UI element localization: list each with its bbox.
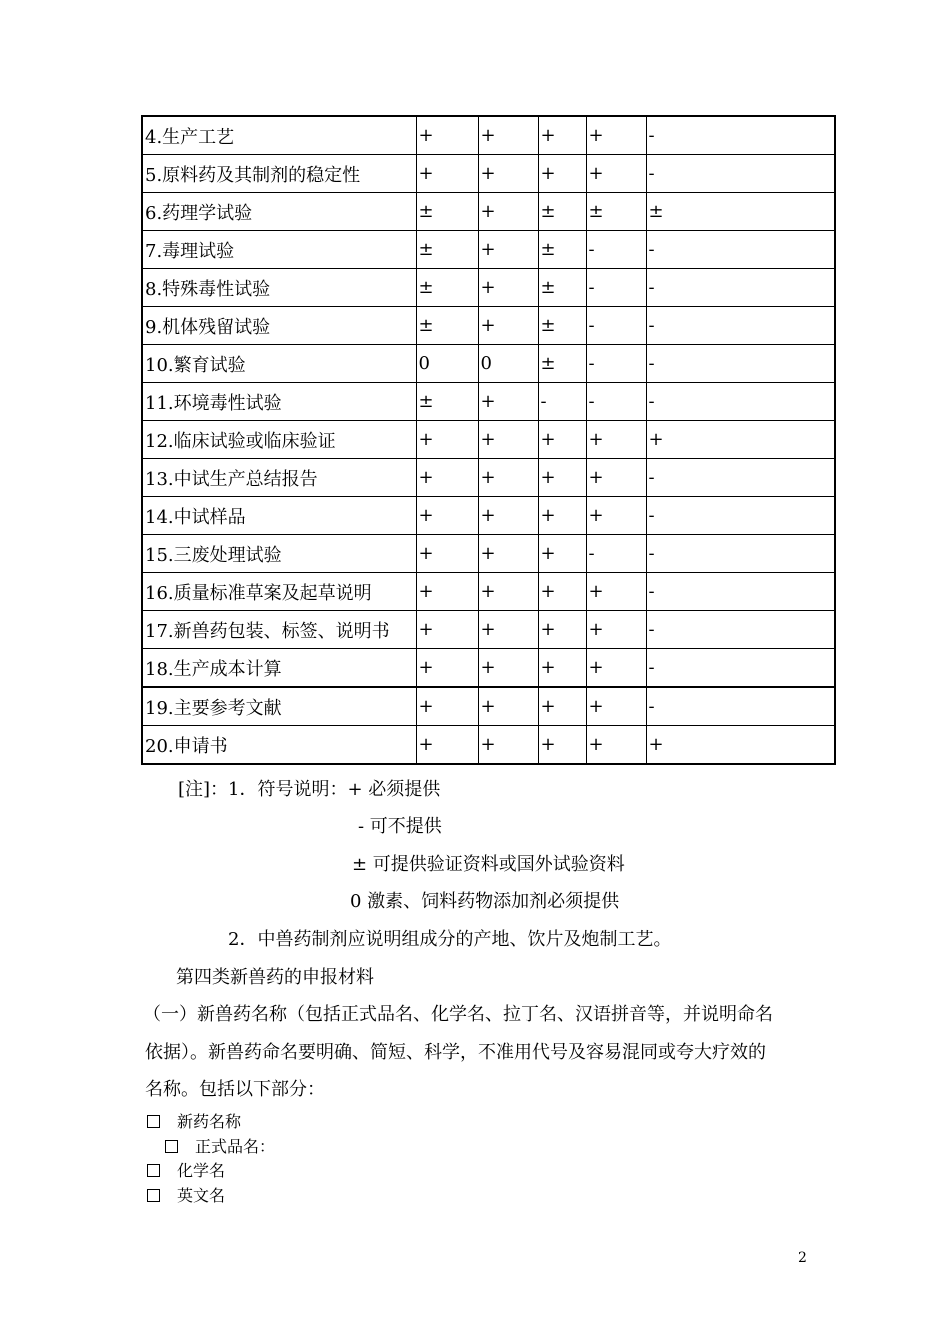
table-cell-item: 4.生产工艺 <box>142 116 416 155</box>
table-cell-mark: - <box>646 231 835 269</box>
table-cell-mark: + <box>586 497 646 535</box>
table-cell-mark: 0 <box>416 345 478 383</box>
table-cell-mark: + <box>586 611 646 649</box>
table-cell-item: 11.环境毒性试验 <box>142 383 416 421</box>
table-cell-mark: + <box>478 726 538 765</box>
table-cell-item: 9.机体残留试验 <box>142 307 416 345</box>
table-cell-mark: - <box>538 383 586 421</box>
note-symbol-optional: - 可不提供 <box>358 816 442 837</box>
table-cell-item: 17.新兽药包装、标签、说明书 <box>142 611 416 649</box>
table-cell-mark: ± <box>416 383 478 421</box>
table-row <box>142 421 835 459</box>
table-cell-mark: + <box>538 611 586 649</box>
table-cell-mark: ± <box>416 307 478 345</box>
table-cell-mark: - <box>646 497 835 535</box>
note-symbol-verify: ± 可提供验证资料或国外试验资料 <box>352 854 625 875</box>
table-cell-mark: + <box>416 459 478 497</box>
section-heading: 第四类新兽药的申报材料 <box>176 967 374 988</box>
table-cell-mark: - <box>646 383 835 421</box>
paragraph-line-1: （一）新兽药名称（包括正式品名、化学名、拉丁名、汉语拼音等，并说明命名 <box>143 1004 773 1025</box>
table-cell-item: 16.质量标准草案及起草说明 <box>142 573 416 611</box>
table-cell-mark: + <box>586 649 646 688</box>
table-cell-mark: + <box>586 155 646 193</box>
table-cell-mark: + <box>538 116 586 155</box>
table-cell-mark: + <box>586 726 646 765</box>
table-row <box>142 611 835 649</box>
table-cell-mark: - <box>646 611 835 649</box>
table-cell-mark: + <box>416 421 478 459</box>
table-cell-mark: + <box>478 459 538 497</box>
table-cell-mark: + <box>538 421 586 459</box>
table-cell-mark: ± <box>538 307 586 345</box>
table-cell-mark: + <box>416 726 478 765</box>
table-cell-mark: + <box>416 649 478 688</box>
table-cell-mark: + <box>416 687 478 726</box>
table-cell-mark: + <box>538 459 586 497</box>
table-cell-mark: + <box>478 573 538 611</box>
table-row <box>142 535 835 573</box>
table-cell-mark: + <box>478 155 538 193</box>
table-cell-mark: ± <box>538 193 586 231</box>
table-row <box>142 497 835 535</box>
table-cell-mark: - <box>586 269 646 307</box>
table-cell-mark: + <box>478 193 538 231</box>
table-cell-mark: + <box>646 726 835 765</box>
note-chinese-medicine: 2．中兽药制剂应说明组成分的产地、饮片及炮制工艺。 <box>228 929 672 950</box>
table-cell-item: 15.三废处理试验 <box>142 535 416 573</box>
table-cell-mark: - <box>646 535 835 573</box>
table-row <box>142 649 835 688</box>
table-cell-mark: + <box>478 687 538 726</box>
table-cell-item: 5.原料药及其制剂的稳定性 <box>142 155 416 193</box>
table-row <box>142 307 835 345</box>
table-cell-mark: - <box>646 269 835 307</box>
table-cell-mark: - <box>586 535 646 573</box>
paragraph-line-3: 名称。包括以下部分： <box>145 1079 325 1100</box>
table-cell-mark: + <box>478 116 538 155</box>
table-cell-mark: - <box>646 345 835 383</box>
table-cell-mark: + <box>586 421 646 459</box>
table-cell-mark: + <box>538 726 586 765</box>
table-row <box>142 116 835 155</box>
table-cell-mark: + <box>586 116 646 155</box>
table-cell-mark: - <box>586 307 646 345</box>
table-row <box>142 231 835 269</box>
table-cell-item: 19.主要参考文献 <box>142 687 416 726</box>
table-cell-mark: + <box>586 573 646 611</box>
checklist-item: 正式品名： <box>165 1136 275 1158</box>
table-cell-mark: + <box>478 269 538 307</box>
table-cell-mark: ± <box>538 231 586 269</box>
note-symbol-hormone: 0 激素、饲料药物添加剂必须提供 <box>350 891 620 912</box>
table-cell-mark: + <box>416 116 478 155</box>
table-cell-mark: - <box>646 459 835 497</box>
table-cell-mark: + <box>538 535 586 573</box>
table-cell-item: 6.药理学试验 <box>142 193 416 231</box>
requirements-table <box>141 115 836 765</box>
table-cell-mark: + <box>478 421 538 459</box>
table-cell-mark: ± <box>416 269 478 307</box>
table-cell-mark: - <box>646 116 835 155</box>
table-cell-item: 8.特殊毒性试验 <box>142 269 416 307</box>
table-cell-mark: + <box>478 383 538 421</box>
checklist-item: 英文名 <box>147 1185 225 1207</box>
table-cell-mark: + <box>586 687 646 726</box>
table-cell-mark: + <box>586 459 646 497</box>
table-row <box>142 269 835 307</box>
table-cell-mark: + <box>478 231 538 269</box>
checkbox-icon <box>147 1164 160 1177</box>
table-cell-mark: + <box>478 307 538 345</box>
table-cell-mark: + <box>478 649 538 688</box>
checkbox-icon <box>147 1189 160 1202</box>
table-cell-item: 20.申请书 <box>142 726 416 765</box>
table-row <box>142 383 835 421</box>
table-cell-mark: + <box>478 535 538 573</box>
table-cell-mark: + <box>538 687 586 726</box>
table-cell-mark: ± <box>538 345 586 383</box>
table-cell-mark: - <box>586 345 646 383</box>
paragraph-line-2: 依据）。新兽药命名要明确、简短、科学，不准用代号及容易混同或夸大疗效的 <box>145 1042 766 1063</box>
table-cell-mark: + <box>538 649 586 688</box>
table-cell-mark: - <box>646 687 835 726</box>
table-row <box>142 726 835 765</box>
table-cell-mark: - <box>646 155 835 193</box>
table-cell-mark: + <box>416 611 478 649</box>
table-row <box>142 193 835 231</box>
table-cell-mark: + <box>538 497 586 535</box>
table-cell-mark: 0 <box>478 345 538 383</box>
page-number: 2 <box>798 1250 807 1266</box>
table-cell-mark: ± <box>646 193 835 231</box>
checklist-item: 化学名 <box>147 1160 225 1182</box>
table-cell-item: 12.临床试验或临床验证 <box>142 421 416 459</box>
table-cell-mark: + <box>416 497 478 535</box>
table-cell-mark: + <box>478 611 538 649</box>
table-row <box>142 573 835 611</box>
table-cell-item: 7.毒理试验 <box>142 231 416 269</box>
table-cell-item: 10.繁育试验 <box>142 345 416 383</box>
table-cell-mark: + <box>538 573 586 611</box>
table-cell-item: 14.中试样品 <box>142 497 416 535</box>
table-row <box>142 459 835 497</box>
note-symbols-required: [注]：1．符号说明：+ 必须提供 <box>178 779 441 800</box>
table-cell-mark: ± <box>538 269 586 307</box>
checklist-item: 新药名称 <box>147 1111 241 1133</box>
table-row <box>142 155 835 193</box>
table-row <box>142 687 835 726</box>
table-row <box>142 345 835 383</box>
table-cell-mark: - <box>586 383 646 421</box>
table-cell-mark: + <box>416 535 478 573</box>
checkbox-icon <box>165 1140 178 1153</box>
table-cell-mark: ± <box>586 193 646 231</box>
table-cell-mark: + <box>416 155 478 193</box>
table-cell-mark: - <box>646 573 835 611</box>
table-cell-mark: ± <box>416 231 478 269</box>
table-cell-mark: + <box>538 155 586 193</box>
table-cell-mark: + <box>478 497 538 535</box>
table-cell-mark: + <box>646 421 835 459</box>
table-cell-mark: - <box>586 231 646 269</box>
table-cell-mark: - <box>646 649 835 688</box>
table-cell-item: 18.生产成本计算 <box>142 649 416 688</box>
table-cell-mark: + <box>416 573 478 611</box>
table-cell-mark: ± <box>416 193 478 231</box>
table-cell-item: 13.中试生产总结报告 <box>142 459 416 497</box>
table-cell-mark: - <box>646 307 835 345</box>
checkbox-icon <box>147 1115 160 1128</box>
